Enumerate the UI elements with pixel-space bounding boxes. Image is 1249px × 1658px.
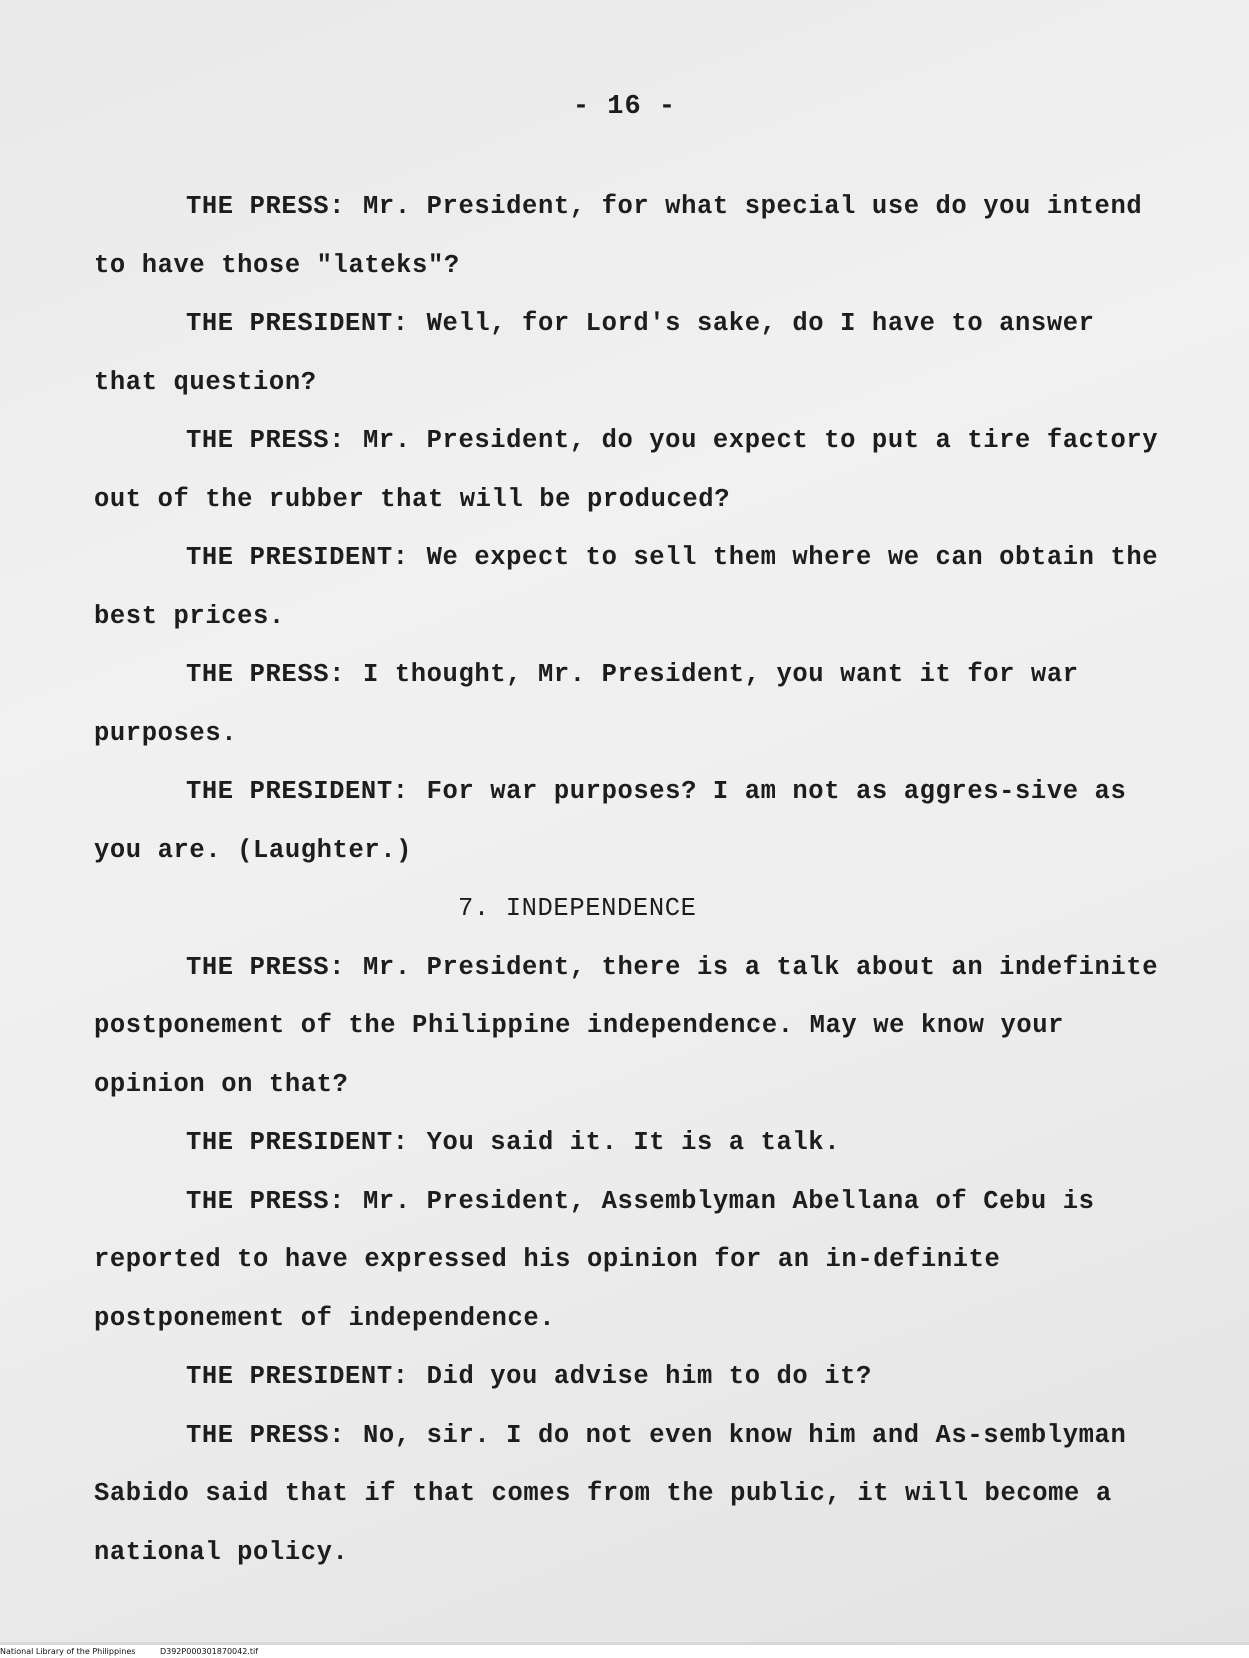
footer-file: D392P000301870042.tif: [159, 1647, 259, 1656]
paragraph-text: Mr. President, do you expect to put a tire factory out of the rubber that will be produced?: [94, 426, 1159, 514]
transcript-paragraph: [94, 763, 1174, 880]
transcript-paragraph: [94, 295, 1174, 412]
paragraph-text: We expect to sell them where we can obtain the best prices.: [94, 543, 1159, 631]
transcript-paragraph: [94, 529, 1174, 646]
speaker-label: THE PRESS:: [186, 426, 346, 455]
footer-library: National Library of the Philippines: [0, 1647, 136, 1656]
speaker-label: THE PRESIDENT:: [186, 543, 409, 572]
paragraph-text: Well, for Lord's sake, do I have to answer that question?: [94, 309, 1095, 397]
speaker-label: THE PRESS:: [186, 1420, 346, 1450]
transcript-paragraph: [94, 939, 1174, 1115]
transcript-paragraph: [94, 178, 1174, 295]
speaker-label: THE PRESIDENT:: [186, 1128, 409, 1157]
speaker-label: THE PRESS:: [186, 1186, 346, 1216]
section-heading: 7. INDEPENDENCE: [458, 894, 697, 923]
speaker-label: THE PRESIDENT:: [186, 777, 409, 806]
speaker-label: THE PRESS:: [186, 192, 346, 221]
paragraph-text: You said it. It is a talk.: [426, 1128, 841, 1157]
archive-footer: [0, 1645, 1249, 1658]
paragraph-text: Mr. President, there is a talk about an indefinite postponement of the Philippine independence. May we know your opinion on that?: [94, 952, 1159, 1099]
speaker-label: THE PRESS:: [186, 952, 346, 982]
speaker-label: THE PRESIDENT:: [186, 1362, 409, 1391]
paragraph-text: For war purposes? I am not as aggres-sive as you are. (Laughter.): [94, 777, 1127, 865]
transcript-paragraph: [94, 1114, 1174, 1173]
paragraph-text: Mr. President, for what special use do you intend to have those "lateks"?: [94, 192, 1143, 280]
transcript-paragraph: [94, 646, 1174, 763]
speaker-label: THE PRESIDENT:: [186, 309, 409, 338]
transcript-paragraph: [94, 1173, 1174, 1349]
paragraph-text: Did you advise him to do it?: [426, 1362, 872, 1391]
transcript-paragraph: [94, 412, 1174, 529]
paragraph-text: Mr. President, Assemblyman Abellana of Cebu is reported to have expressed his opinion for an in-definite postponement of independence.: [94, 1186, 1095, 1333]
page-number: - 16 -: [572, 92, 677, 122]
speaker-label: THE PRESS:: [186, 660, 346, 689]
transcript-paragraph: [94, 1348, 1174, 1407]
transcript-body: [94, 178, 1174, 1582]
paragraph-text: No, sir. I do not even know him and As-semblyman Sabido said that if that comes from the public, it will become a national policy.: [94, 1420, 1127, 1567]
transcript-paragraph: [94, 1407, 1174, 1583]
paragraph-text: I thought, Mr. President, you want it for war purposes.: [94, 660, 1079, 748]
